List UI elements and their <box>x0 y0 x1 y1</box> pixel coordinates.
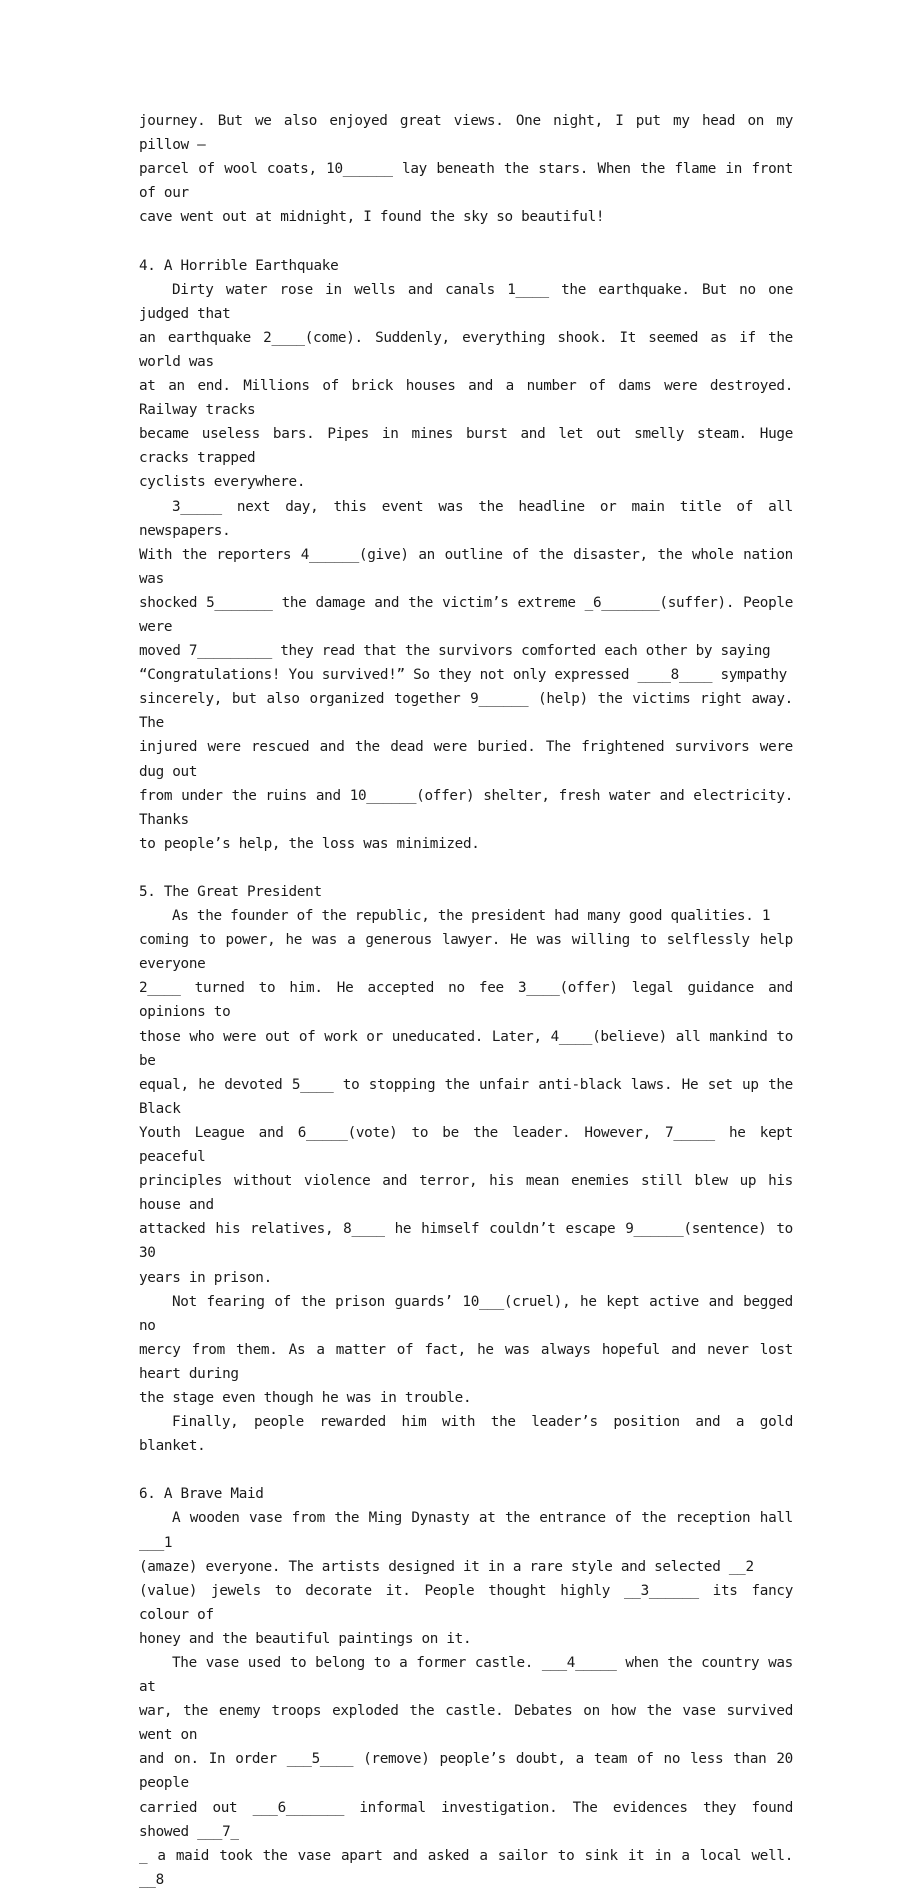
text-line: As the founder of the republic, the president had many good qualities. 1 <box>172 908 771 925</box>
text-line: those who were out of work or uneducated. Later, 4____(believe) all mankind to be <box>139 1028 793 1069</box>
text-line: cyclists everywhere. <box>139 474 306 491</box>
text-line: carried out ___6_______ informal investigation. The evidences they found showed ___7_ <box>139 1799 793 1840</box>
text-line: Dirty water rose in wells and canals 1____ the earthquake. But no one judged that <box>139 281 793 322</box>
text-line: 2____ turned to him. He accepted no fee 3____(offer) legal guidance and opinions to <box>139 980 793 1021</box>
section-5-paragraph-3 <box>139 1410 793 1458</box>
section-4-paragraph-1 <box>139 278 793 495</box>
text-line: shocked 5_______ the damage and the victim’s extreme _6_______(suffer). People were <box>139 594 793 635</box>
text-line: at an end. Millions of brick houses and a number of dams were destroyed. Railway tracks <box>139 378 793 419</box>
text-line: Not fearing of the prison guards’ 10___(cruel), he kept active and begged no <box>139 1293 793 1334</box>
intro-paragraph <box>139 109 793 229</box>
section-4-title: 4. A Horrible Earthquake <box>139 257 339 274</box>
text-line: to people’s help, the loss was minimized. <box>139 835 480 852</box>
section-5-paragraph-2 <box>139 1290 793 1410</box>
text-line: coming to power, he was a generous lawyer. He was willing to selflessly help everyone <box>139 932 793 973</box>
text-line: _ a maid took the vase apart and asked a sailor to sink it in a local well. __8 <box>139 1847 793 1888</box>
text-line: (amaze) everyone. The artists designed it in a rare style and selected __2 <box>139 1558 754 1575</box>
text-line: became useless bars. Pipes in mines burst and let out smelly steam. Huge cracks trapped <box>139 426 793 467</box>
document-page <box>139 109 793 1892</box>
section-6-paragraph-1 <box>139 1506 793 1651</box>
text-line: journey. But we also enjoyed great views. One night, I put my head on my pillow — <box>139 113 793 154</box>
text-line: parcel of wool coats, 10______ lay beneath the stars. When the flame in front of our <box>139 161 793 202</box>
text-line: sincerely, but also organized together 9______ (help) the victims right away. The <box>139 691 793 732</box>
text-line: and on. In order ___5____ (remove) people’s doubt, a team of no less than 20 people <box>139 1751 793 1792</box>
text-line: attacked his relatives, 8____ he himself couldn’t escape 9______(sentence) to 30 <box>139 1221 793 1262</box>
text-line: (value) jewels to decorate it. People thought highly __3______ its fancy colour of <box>139 1582 793 1623</box>
text-line: equal, he devoted 5____ to stopping the unfair anti-black laws. He set up the Black <box>139 1076 793 1117</box>
text-line: war, the enemy troops exploded the castle. Debates on how the vase survived went on <box>139 1703 793 1744</box>
section-6-paragraph-2 <box>139 1651 793 1892</box>
text-line: “Congratulations! You survived!” So they not only expressed ____8____ sympathy <box>139 667 787 684</box>
text-line: honey and the beautiful paintings on it. <box>139 1630 472 1647</box>
text-line: the stage even though he was in trouble. <box>139 1389 472 1406</box>
section-4-paragraph-2 <box>139 495 793 856</box>
text-line: A wooden vase from the Ming Dynasty at the entrance of the reception hall ___1 <box>139 1510 793 1551</box>
text-line: an earthquake 2____(come). Suddenly, everything shook. It seemed as if the world was <box>139 329 793 370</box>
text-line: from under the ruins and 10______(offer) shelter, fresh water and electricity. Thanks <box>139 787 793 828</box>
text-line: mercy from them. As a matter of fact, he was always hopeful and never lost heart during <box>139 1341 793 1382</box>
text-line: moved 7_________ they read that the survivors comforted each other by saying <box>139 643 771 660</box>
text-line: injured were rescued and the dead were buried. The frightened survivors were dug out <box>139 739 793 780</box>
section-5-title: 5. The Great President <box>139 884 322 900</box>
text-line: Finally, people rewarded him with the leader’s position and a gold blanket. <box>139 1414 793 1455</box>
text-line: The vase used to belong to a former castle. ___4_____ when the country was at <box>139 1655 793 1696</box>
section-6-title: 6. A Brave Maid <box>139 1486 264 1503</box>
text-line: With the reporters 4______(give) an outline of the disaster, the whole nation was <box>139 546 793 587</box>
text-line: years in prison. <box>139 1269 272 1286</box>
text-line: principles without violence and terror, his mean enemies still blew up his house and <box>139 1173 793 1214</box>
text-line: 3_____ next day, this event was the headline or main title of all newspapers. <box>139 498 793 539</box>
text-line: Youth League and 6_____(vote) to be the leader. However, 7_____ he kept peaceful <box>139 1124 793 1166</box>
text-line: cave went out at midnight, I found the sky so beautiful! <box>139 209 605 226</box>
section-5-paragraph-1 <box>139 904 793 1290</box>
